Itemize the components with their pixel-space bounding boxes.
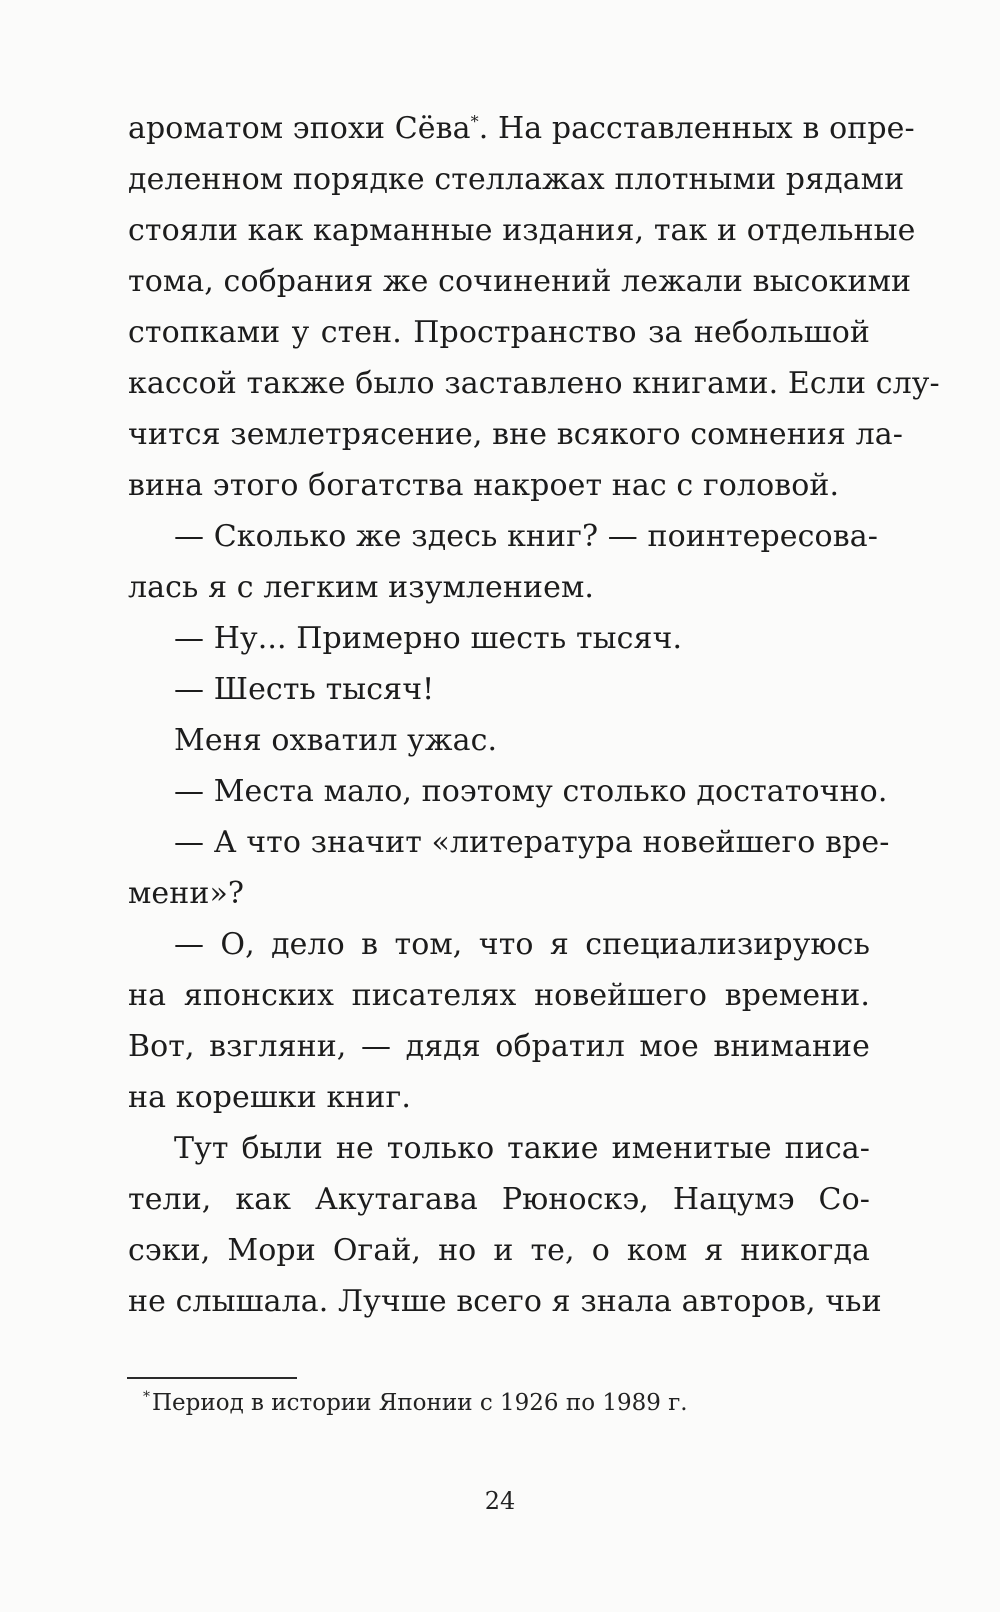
text-line: стопками у стен. Пространство за небольшой <box>128 315 870 350</box>
text-line: кассой также было заставлено книгами. Если слу- <box>128 366 940 401</box>
text-line: Тут были не только такие именитые писа- <box>174 1131 870 1166</box>
text-line: — О, дело в том, что я специализируюсь <box>174 927 870 962</box>
body-text <box>128 103 940 1327</box>
text-line: на корешки книг. <box>128 1080 411 1115</box>
text-line: ароматом эпохи Сёва*. На расставленных в опре- <box>128 111 915 146</box>
text-line: Вот, взгляни, — дядя обратил мое внимание <box>128 1029 870 1064</box>
text-line: сэки, Мори Огай, но и те, о ком я никогда <box>128 1233 870 1268</box>
footnote-text: Период в истории Японии с 1926 по 1989 г. <box>152 1390 688 1416</box>
text-line: вина этого богатства накроет нас с головой. <box>128 468 840 503</box>
text-line: на японских писателях новейшего времени. <box>128 978 870 1013</box>
text-line: — Шесть тысяч! <box>174 672 435 707</box>
text-line: стояли как карманные издания, так и отдельные <box>128 213 916 248</box>
page-number: 24 <box>484 1487 516 1515</box>
text-line: — Ну... Примерно шесть тысяч. <box>174 621 683 656</box>
text-line: лась я с легким изумлением. <box>128 570 595 605</box>
text-line: чится землетрясение, вне всякого сомнения ла- <box>128 417 903 452</box>
text-line: деленном порядке стеллажах плотными рядами <box>128 162 905 197</box>
text-line: — Места мало, поэтому столько достаточно. <box>174 774 888 809</box>
footnote-divider <box>127 1377 297 1379</box>
text-line: — А что значит «литература новейшего вре- <box>174 825 890 860</box>
text-line: не слышала. Лучше всего я знала авторов, чьи <box>128 1284 882 1319</box>
footnote-marker: * <box>143 1389 150 1405</box>
footnote <box>143 1388 688 1418</box>
text-line: мени»? <box>128 876 245 911</box>
text-line: Меня охватил ужас. <box>174 723 498 758</box>
text-line: тели, как Акутагава Рюноскэ, Нацумэ Со- <box>128 1182 870 1217</box>
text-line: — Сколько же здесь книг? — поинтересова- <box>174 519 878 554</box>
text-line: тома, собрания же сочинений лежали высокими <box>128 264 912 299</box>
